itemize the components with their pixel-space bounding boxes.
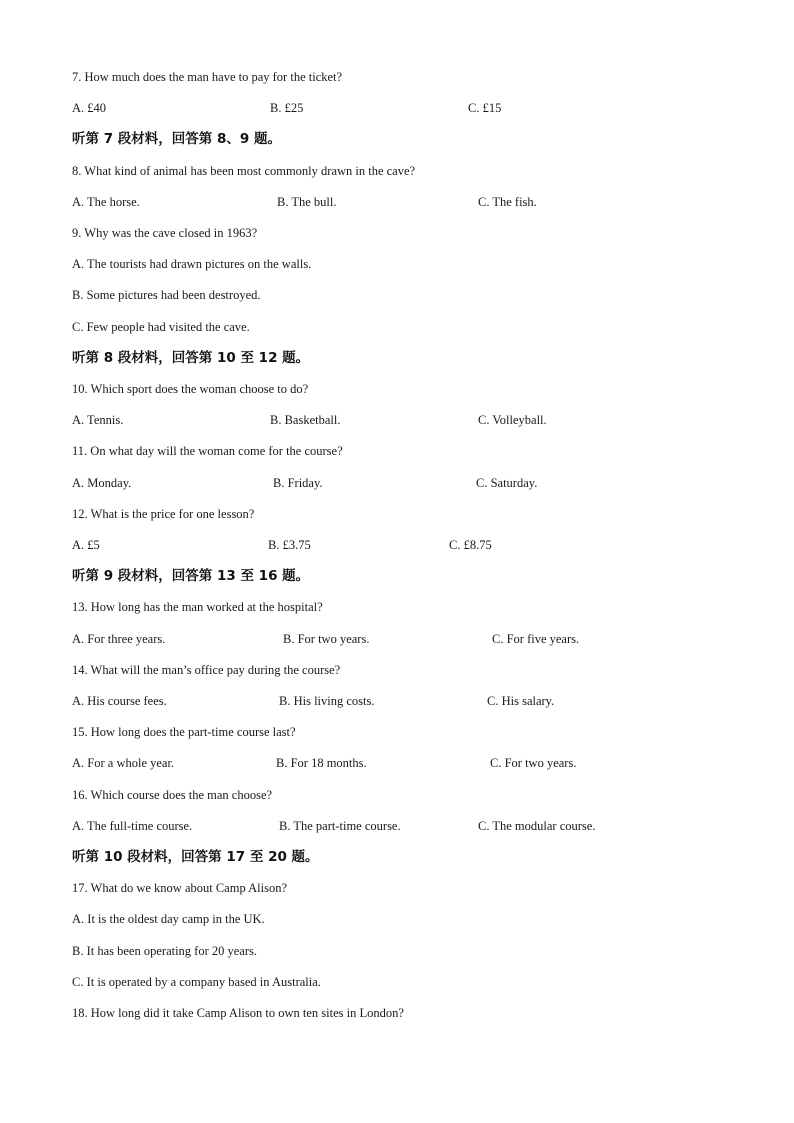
answer-option: A. For a whole year. xyxy=(72,756,175,771)
question-line: B. It has been operating for 20 years. xyxy=(72,943,258,958)
section-heading: 听第 10 段材料，回答第 17 至 20 题。 xyxy=(72,849,319,865)
answer-option: C. For two years. xyxy=(490,756,577,771)
answer-option: B. For 18 months. xyxy=(276,756,367,771)
question-line: 16. Which course does the man choose? xyxy=(72,787,273,802)
answer-option: B. His living costs. xyxy=(279,694,375,708)
answer-option: B. £3.75 xyxy=(268,538,311,552)
question-line: 9. Why was the cave closed in 1963? xyxy=(72,226,258,240)
question-line: 17. What do we know about Camp Alison? xyxy=(72,881,288,896)
answer-option: C. The fish. xyxy=(478,194,537,209)
section-heading: 听第 7 段材料，回答第 8、9 题。 xyxy=(72,131,281,148)
question-line: 8. What kind of animal has been most commonly drawn in the cave? xyxy=(72,163,416,178)
answer-option: A. His course fees. xyxy=(72,694,167,708)
question-line: A. The tourists had drawn pictures on the walls. xyxy=(72,257,312,272)
answer-option: C. His salary. xyxy=(487,694,555,708)
section-heading: 听第 9 段材料，回答第 13 至 16 题。 xyxy=(72,568,310,585)
answer-option: A. For three years. xyxy=(72,631,166,646)
answer-option: C. The modular course. xyxy=(478,818,596,833)
question-line: 15. How long does the part-time course last? xyxy=(72,725,296,740)
question-line: A. It is the oldest day camp in the UK. xyxy=(72,912,265,927)
answer-option: B. The bull. xyxy=(277,194,337,209)
answer-option: A. £5 xyxy=(72,538,100,552)
answer-option: C. £8.75 xyxy=(449,538,492,552)
answer-option: C. £15 xyxy=(468,101,502,116)
question-line: 11. On what day will the woman come for the course? xyxy=(72,444,343,459)
question-line: B. Some pictures had been destroyed. xyxy=(72,288,261,303)
answer-option: B. Basketball. xyxy=(270,413,341,428)
answer-option: A. The full-time course. xyxy=(72,818,193,833)
answer-option: A. The horse. xyxy=(72,194,140,209)
answer-option: B. £25 xyxy=(270,101,304,116)
answer-option: C. For five years. xyxy=(492,631,580,646)
question-line: 13. How long has the man worked at the hospital? xyxy=(72,600,323,615)
question-line: 18. How long did it take Camp Alison to own ten sites in London? xyxy=(72,1006,404,1020)
question-line: 10. Which sport does the woman choose to do? xyxy=(72,382,309,396)
answer-option: A. £40 xyxy=(72,101,107,116)
question-line: 12. What is the price for one lesson? xyxy=(72,506,255,521)
answer-option: C. Saturday. xyxy=(476,475,538,490)
answer-option: B. For two years. xyxy=(283,631,370,646)
answer-option: C. Volleyball. xyxy=(478,413,547,428)
question-line: 7. How much does the man have to pay for the ticket? xyxy=(72,70,343,84)
question-line: C. It is operated by a company based in Australia. xyxy=(72,974,321,989)
answer-option: B. Friday. xyxy=(273,475,323,490)
question-line: C. Few people had visited the cave. xyxy=(72,319,250,334)
answer-option: B. The part-time course. xyxy=(279,818,401,833)
section-heading: 听第 8 段材料，回答第 10 至 12 题。 xyxy=(72,349,310,366)
answer-option: A. Monday. xyxy=(72,475,132,490)
answer-option: A. Tennis. xyxy=(72,413,124,428)
question-line: 14. What will the man’s office pay during the course? xyxy=(72,662,341,677)
